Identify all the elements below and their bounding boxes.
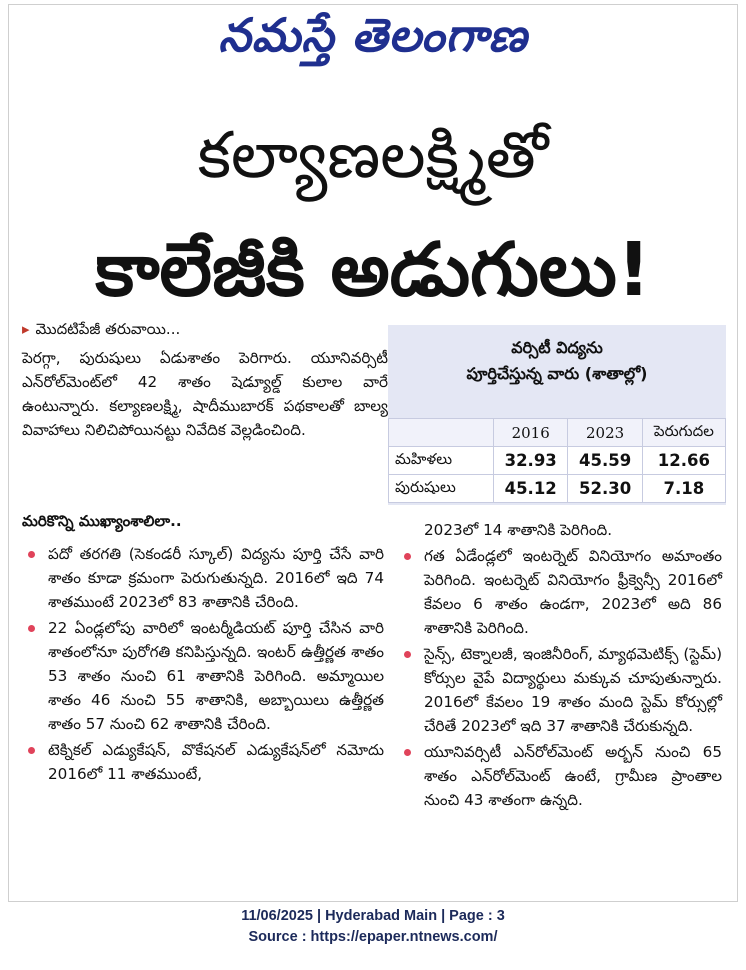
edition-info: 11/06/2025 | Hyderabad Main | Page : 3 xyxy=(241,908,505,924)
list-item: టెక్నికల్ ఎడ్యుకేషన్, వొకేషనల్ ఎడ్యుకేషన్‌లో నమోదు 2016లో 11 శాతముంటే, xyxy=(22,738,384,786)
cell-women-growth: 12.66 xyxy=(642,447,725,475)
list-item: సైన్స్, టెక్నాలజీ, ఇంజినీరింగ్, మ్యాథమెటిక్స్ (స్టెమ్) కోర్సుల వైపే విద్యార్థులు మక్కువ చూపుతున్నారు. 2016లో కేవలం 19 శాతం మంది స్టెమ్ కోర్సుల్లో చేరితే 2023లో ఇది 37 శాతానికి చేరుకున్నది. xyxy=(398,642,722,738)
row-label-men: పురుషులు xyxy=(389,475,494,503)
cell-men-2023: 52.30 xyxy=(568,475,642,503)
lead-paragraph xyxy=(22,346,388,442)
stats-title-line-2: పూర్తిచేస్తున్న వారు (శాతాల్లో) xyxy=(466,364,648,383)
cell-women-2016: 32.93 xyxy=(494,447,568,475)
right-bullet-list xyxy=(398,544,722,812)
right-column xyxy=(398,518,722,814)
stats-table xyxy=(388,418,726,503)
list-item: పదో తరగతి (సెకండరీ స్కూల్) విద్యను పూర్తి చేసే వారి శాతం కూడా క్రమంగా పెరుగుతున్నది. 2016లో ఇది 74 శాతముంటే 2023లో 83 శాతానికి చేరింది. xyxy=(22,542,384,614)
cell-men-2016: 45.12 xyxy=(494,475,568,503)
headline-line-2: కాలేజీకి అడుగులు! xyxy=(95,227,651,313)
source-line: Source : https://epaper.ntnews.com/ xyxy=(248,929,498,945)
cell-women-2023: 45.59 xyxy=(568,447,642,475)
lead-text: పెరగ్గా, పురుషులు ఏడుశాతం పెరిగారు. యూనివర్సిటీ ఎన్‌రోల్‌మెంట్‌లో 42 శాతం షెడ్యూల్డ్ కులాల వారే ఉంటున్నారు. కల్యాణలక్ష్మి, షాదీముబారక్ పథకాలతో బాల్య వివాహాలు నిలిచిపోయినట్టు నివేదిక వెల్లడించింది. xyxy=(22,349,388,439)
column-header-blank xyxy=(389,419,494,447)
stats-box xyxy=(388,325,726,505)
page-footer xyxy=(0,906,746,948)
column-header-2016: 2016 xyxy=(494,419,568,447)
stats-title xyxy=(388,325,726,387)
continued-from-front-page xyxy=(22,318,180,340)
row-label-women: మహిళలు xyxy=(389,447,494,475)
left-bullet-list xyxy=(22,542,384,786)
left-column xyxy=(22,542,384,788)
list-item: గత ఏడేండ్లలో ఇంటర్నెట్ వినియోగం అమాంతం పెరిగింది. ఇంటర్నెట్ వినియోగం ఫ్రీక్వెన్సీ 2016లో కేవలం 6 శాతం ఉండగా, 2023లో అది 86 శాతానికి పెరిగింది. xyxy=(398,544,722,640)
newspaper-masthead: నమస్తే తెలంగాణ xyxy=(218,8,528,62)
cell-men-growth: 7.18 xyxy=(642,475,725,503)
table-row xyxy=(389,475,726,503)
continued-label: మొదటిపేజీ తరువాయి... xyxy=(35,320,181,338)
column-header-2023: 2023 xyxy=(568,419,642,447)
highlights-subhead: మరికొన్ని ముఖ్యాంశాలిలా.. xyxy=(22,512,182,530)
list-item: 22 ఏండ్లలోపు వారిలో ఇంటర్మీడియట్ పూర్తి చేసిన వారి శాతంలోనూ పురోగతి కనిపిస్తున్నది. ఇంటర్ ఉత్తీర్ణత శాతం 53 శాతం నుంచి 61 శాతానికి పెరిగింది. అమ్మాయిల శాతం 46 నుంచి 55 శాతానికి, అబ్బాయిలు ఉత్తీర్ణత శాతం 57 నుంచి 62 శాతానికి చేరింది. xyxy=(22,616,384,736)
column-header-growth: పెరుగుదల xyxy=(642,419,725,447)
continued-bullet-text: 2023లో 14 శాతానికి పెరిగింది. xyxy=(424,521,613,539)
table-header-row xyxy=(389,419,726,447)
stats-title-line-1: వర్సిటీ విద్యను xyxy=(511,338,603,357)
table-row xyxy=(389,447,726,475)
list-item: యూనివర్సిటీ ఎన్‌రోల్‌మెంట్ అర్బన్ నుంచి 65 శాతం ఎన్‌రోల్‌మెంట్ ఉంటే, గ్రామీణ ప్రాంతాల నుంచి 43 శాతంగా ఉన్నది. xyxy=(398,740,722,812)
chevron-right-icon: ▸ xyxy=(22,320,30,338)
headline-line-1: కల్యాణలక్ష్మితో xyxy=(197,119,549,193)
